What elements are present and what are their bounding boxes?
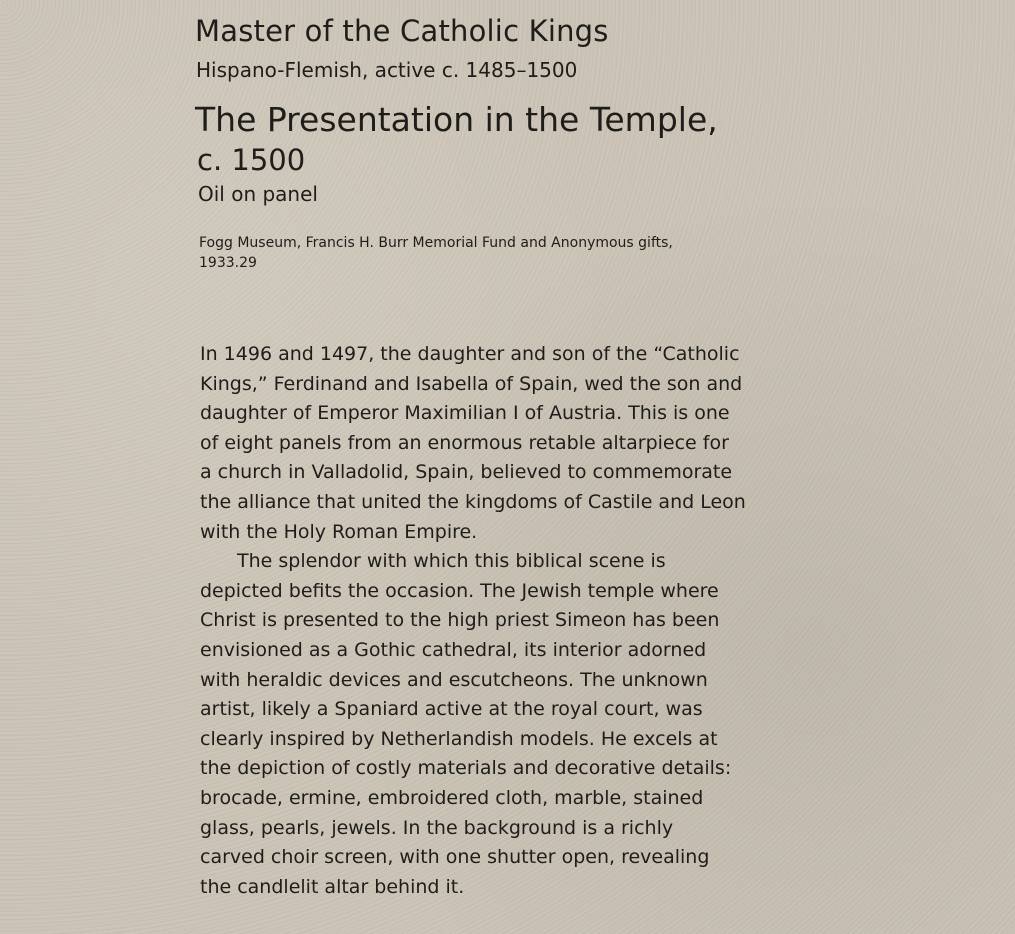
credit-line-1: Fogg Museum, Francis H. Burr Memorial Fund and Anonymous gifts, <box>199 235 673 251</box>
artist-name: Master of the Catholic Kings <box>195 14 609 48</box>
text-line: daughter of Emperor Maximilian I of Austria. This is one <box>200 402 730 425</box>
text-line: a church in Valladolid, Spain, believed to commemorate <box>200 461 733 484</box>
text-line: The splendor with which this biblical scene is <box>237 550 666 573</box>
credit-line-accession: 1933.29 <box>199 255 257 271</box>
text-line: depicted befits the occasion. The Jewish temple where <box>200 579 719 602</box>
description-paragraph-2 <box>200 547 820 902</box>
text-line: carved choir screen, with one shutter open, revealing <box>200 846 710 869</box>
text-line: clearly inspired by Netherlandish models. He excels at <box>200 727 718 750</box>
artist-nationality: Hispano-Flemish, active c. 1485–1500 <box>196 58 578 82</box>
text-line: the depiction of costly materials and decorative details: <box>200 757 732 780</box>
description-paragraph-1 <box>200 340 820 547</box>
text-line: artist, likely a Spaniard active at the royal court, was <box>200 698 703 721</box>
artwork-medium: Oil on panel <box>198 182 318 206</box>
text-line: Kings,” Ferdinand and Isabella of Spain, wed the son and <box>200 372 743 395</box>
text-line: with heraldic devices and escutcheons. The unknown <box>200 668 708 691</box>
text-line: the alliance that united the kingdoms of Castile and Leon <box>200 490 746 513</box>
artwork-date: c. 1500 <box>197 143 306 177</box>
description-text <box>200 340 820 902</box>
credit-line <box>199 233 673 273</box>
text-line: envisioned as a Gothic cathedral, its interior adorned <box>200 638 707 661</box>
text-line: of eight panels from an enormous retable altarpiece for <box>200 431 729 454</box>
text-line: with the Holy Roman Empire. <box>200 520 478 543</box>
artwork-title: The Presentation in the Temple, <box>195 100 718 139</box>
text-line: glass, pearls, jewels. In the background is a richly <box>200 816 674 839</box>
text-line: Christ is presented to the high priest Simeon has been <box>200 609 720 632</box>
text-line: In 1496 and 1497, the daughter and son of the “Catholic <box>200 343 740 365</box>
text-line: the candlelit altar behind it. <box>200 875 465 898</box>
text-line: brocade, ermine, embroidered cloth, marble, stained <box>200 786 704 809</box>
